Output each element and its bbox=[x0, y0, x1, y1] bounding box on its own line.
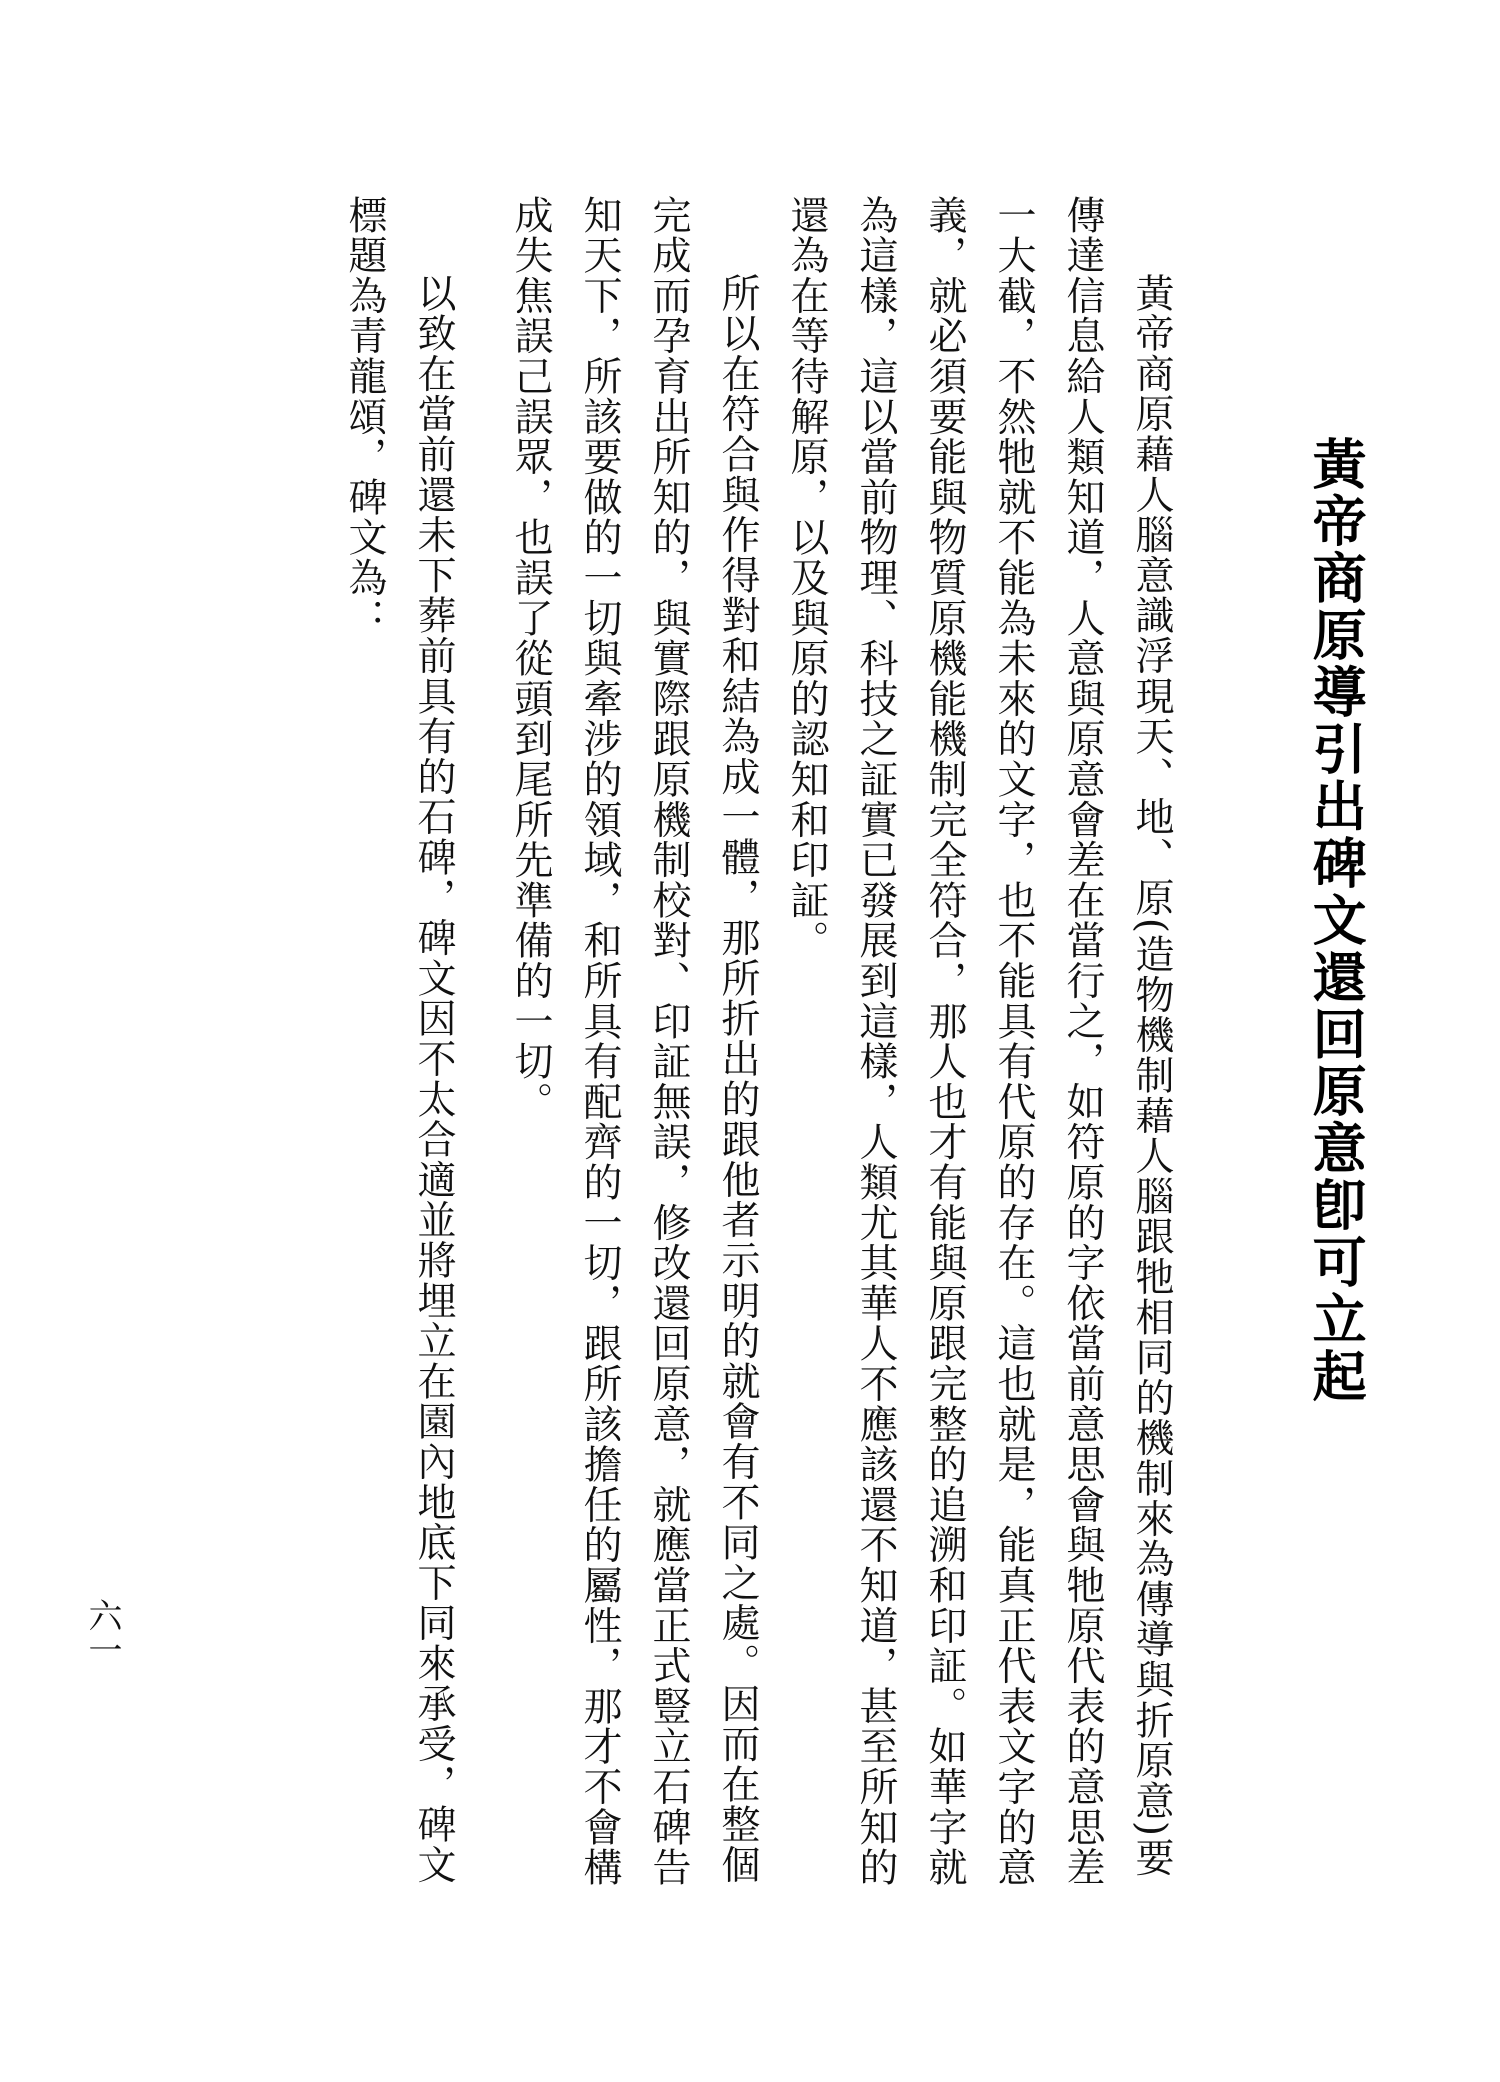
paragraph-2: 所以在符合與作得對和結為成一體，那所折出的跟他者示明的就會有不同之處。因而在整個完成而孕育出所知的，與實際跟原機制校對、印証無誤，修改還回原意，就應當正式豎立石碑告知天下，所該要做的一切與牽涉的領域，和所具有配齊的一切，跟所該擔任的屬性，那才不會構成失焦誤己誤眾，也誤了從頭到尾所先準備的一切。 bbox=[508, 195, 760, 1888]
body-text bbox=[302, 195, 1186, 1895]
page-number: 六一 bbox=[82, 1598, 122, 1666]
page-title: 黃帝商原導引出碑文還回原意卽可立起 bbox=[1304, 436, 1369, 1405]
paragraph-1: 黃帝商原藉人腦意識浮現天、地、原(造物機制藉人腦跟牠相同的機制來為傳導與折原意)要傳達信息給人類知道，人意與原意會差在當行之，如符原的字依當前意思會與牠原代表的意思差一大截，不然牠就不能為未來的文字，也不能具有代原的存在。這也就是，能真正代表文字的意義，就必須要能與物質原機能機制完全符合，那人也才有能與原跟完整的追溯和印証。如華字就為這樣，這以當前物理、科技之証實已發展到這樣，人類尤其華人不應該還不知道，甚至所知的還為在等待解原，以及與原的認知和印証。 bbox=[784, 195, 1174, 1888]
paragraph-3: 以致在當前還未下葬前具有的石碑，碑文因不太合適並將埋立在園內地底下同來承受，碑文標題為青龍頌，碑文為： bbox=[342, 195, 456, 1885]
